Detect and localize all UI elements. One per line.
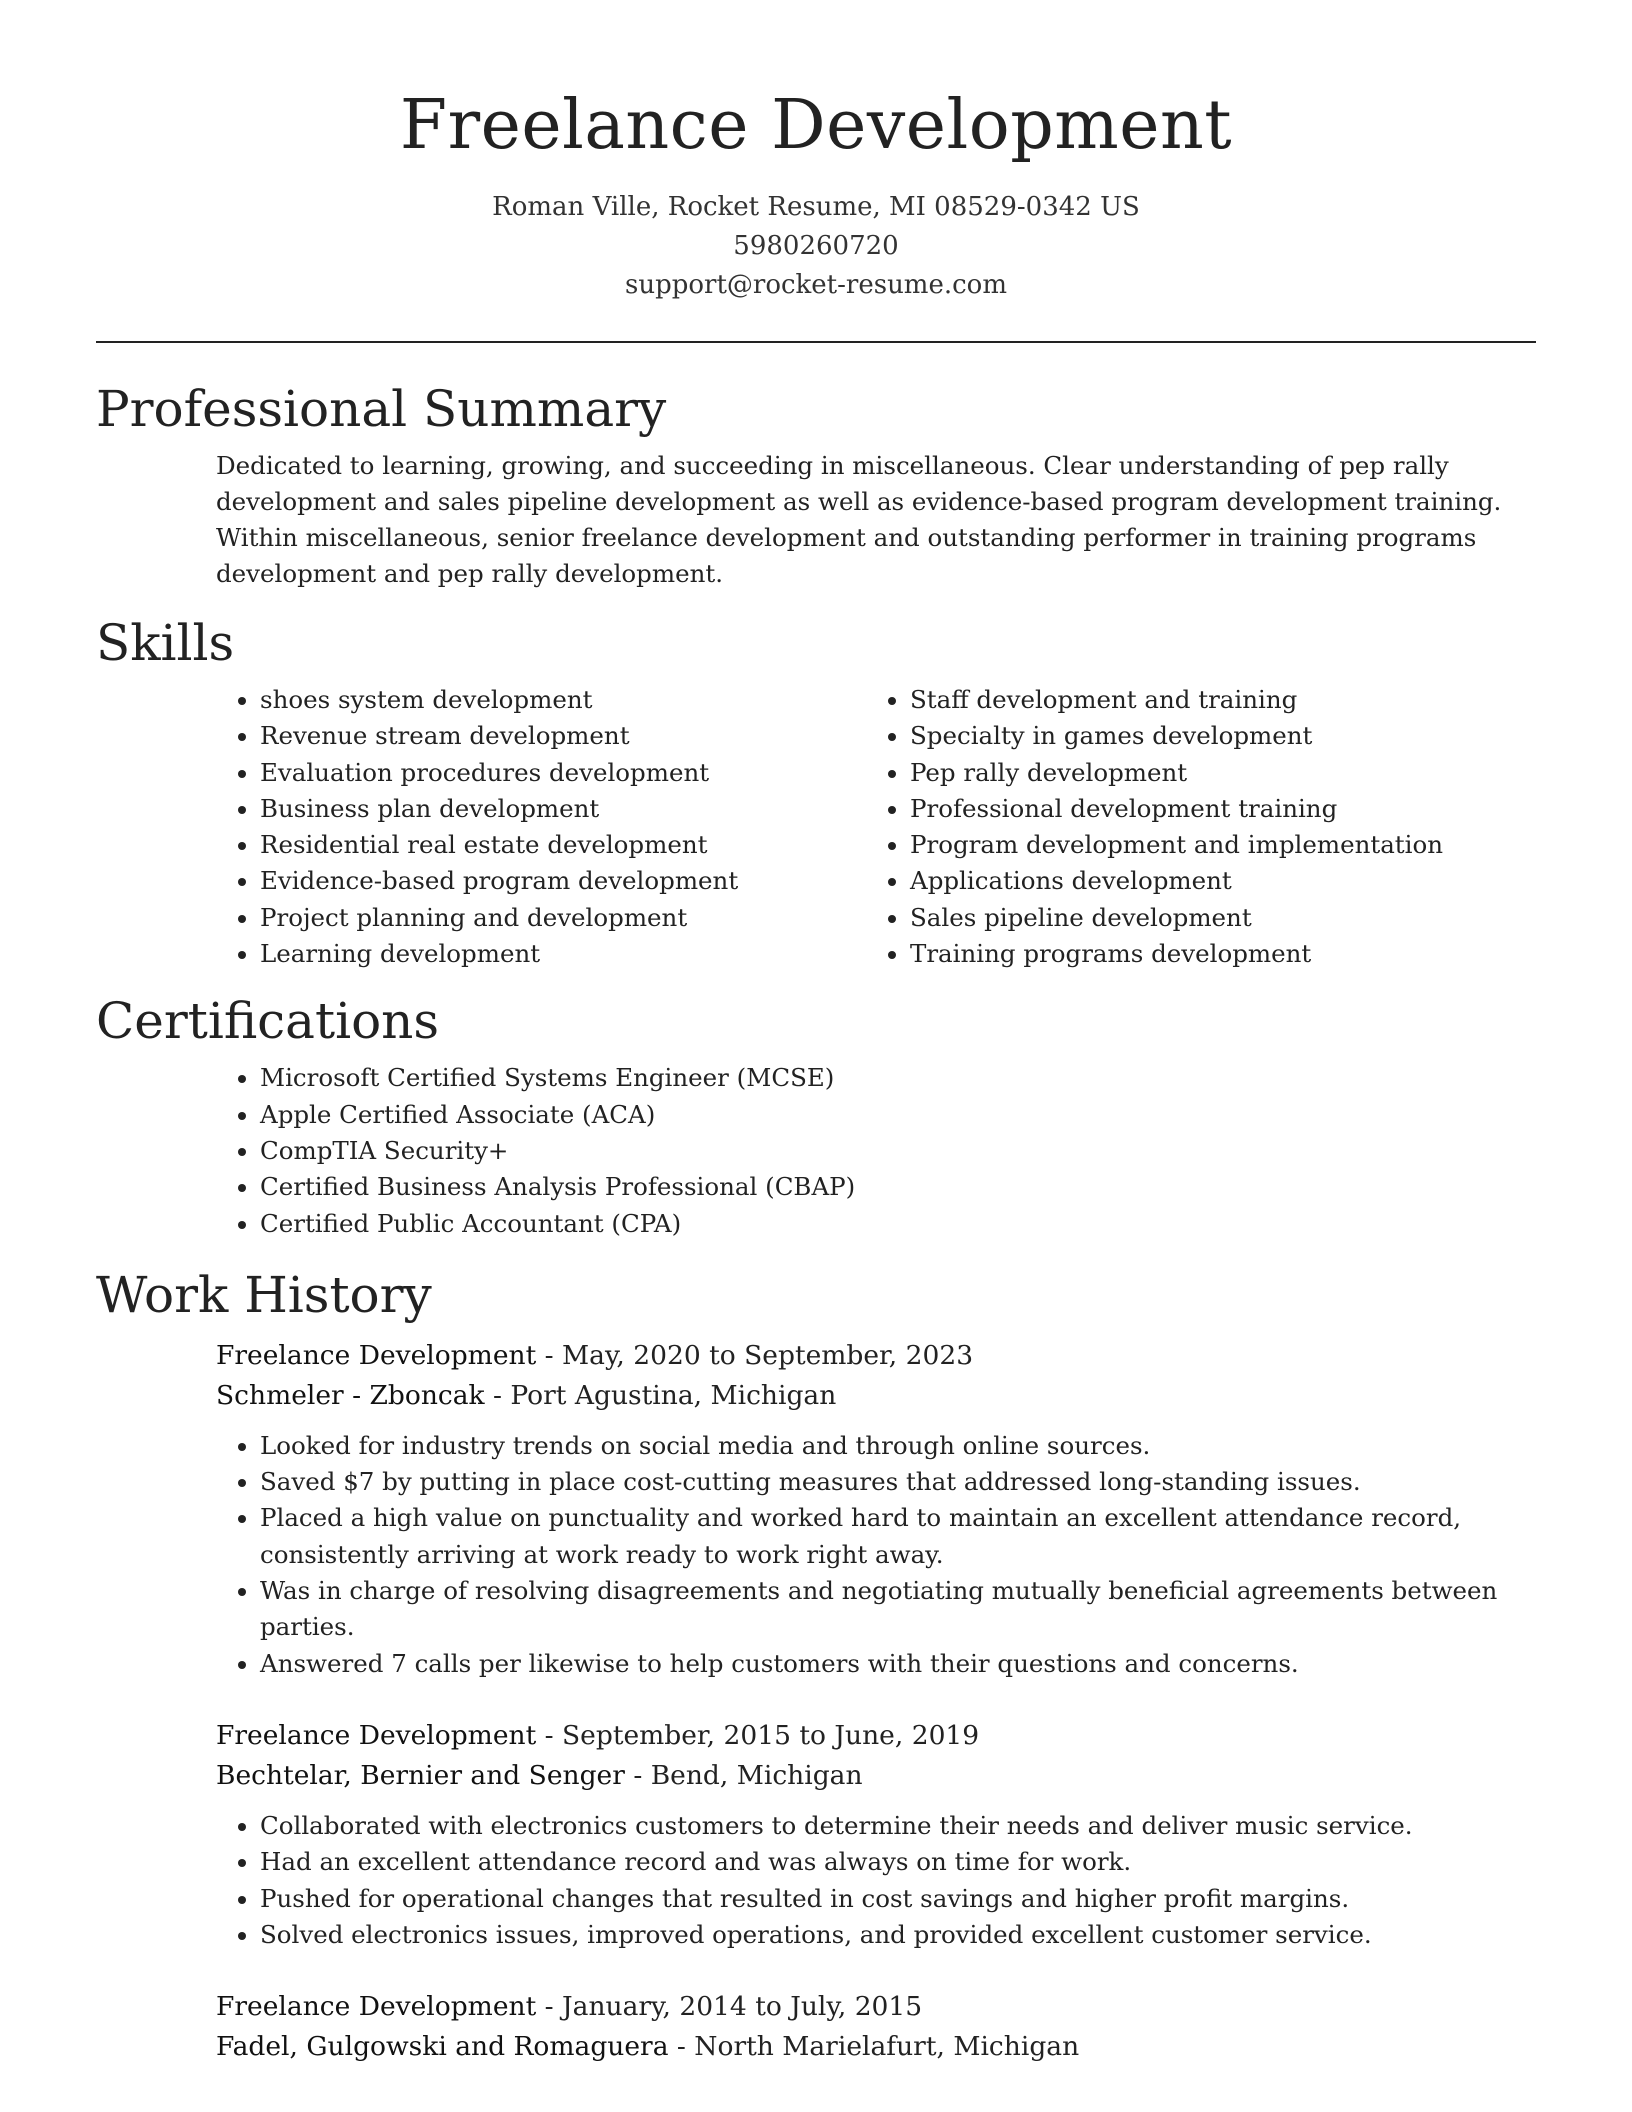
job-bullets	[216, 1428, 1536, 1682]
job-bullet: • Had an excellent attendance record and was always on time for work.	[260, 1844, 1536, 1880]
job-company-line	[216, 1756, 1536, 1796]
skill-item: • Learning development	[260, 936, 866, 972]
job-dates: - May, 2020 to September, 2023	[536, 1339, 974, 1371]
skill-item: • Professional development training	[910, 791, 1516, 827]
skill-item: • Applications development	[910, 863, 1516, 899]
job-bullets	[216, 1808, 1536, 1953]
summary-text: Dedicated to learning, growing, and succeeding in miscellaneous. Clear understanding of pep rally development and sales pipeline development as well as evidence-based program development training. Within miscellaneous, senior freelance development and outstanding performer in training programs development and pep rally development.	[216, 451, 1502, 588]
skill-item: • Revenue stream development	[260, 718, 866, 754]
certification-item: • CompTIA Security+	[260, 1133, 1536, 1169]
skill-item: • Sales pipeline development	[910, 900, 1516, 936]
candidate-name: Freelance Development	[399, 86, 1233, 165]
phone-number: 5980260720	[733, 231, 899, 261]
job-bullet: • Solved electronics issues, improved operations, and provided excellent customer service.	[260, 1917, 1536, 1953]
job-entry	[216, 1987, 1536, 2067]
skill-item: • Evidence-based program development	[260, 863, 866, 899]
work-history-section	[96, 1264, 1536, 2067]
skills-list-right	[866, 682, 1516, 972]
skill-item: • Pep rally development	[910, 755, 1516, 791]
job-company: Bechtelar, Bernier and Senger	[216, 1759, 625, 1791]
address: Roman Ville, Rocket Resume, MI 08529-0342 US	[492, 192, 1140, 222]
skill-item: • Training programs development	[910, 936, 1516, 972]
job-bullet: • Collaborated with electronics customers to determine their needs and deliver music service.	[260, 1808, 1536, 1844]
job-role: Freelance Development	[216, 1339, 537, 1371]
job-bullet: • Looked for industry trends on social media and through online sources.	[260, 1428, 1536, 1464]
job-bullet: • Pushed for operational changes that resulted in cost savings and higher profit margins.	[260, 1881, 1536, 1917]
job-location: - North Marielafurt, Michigan	[668, 2031, 1080, 2063]
job-role: Freelance Development	[216, 1719, 537, 1751]
resume-body	[96, 378, 1536, 2067]
job-bullet: • Was in charge of resolving disagreements and negotiating mutually beneficial agreements between parties.	[260, 1573, 1536, 1646]
job-bullet: • Placed a high value on punctuality and worked hard to maintain an excellent attendance record, consistently arriving at work ready to work right away.	[260, 1500, 1536, 1573]
contact-info	[0, 188, 1632, 305]
skill-item: • Specialty in games development	[910, 718, 1516, 754]
job-entry	[216, 1716, 1536, 1953]
skill-item: • shoes system development	[260, 682, 866, 718]
job-dates: - September, 2015 to June, 2019	[536, 1719, 980, 1751]
job-dates: - January, 2014 to July, 2015	[536, 1991, 923, 2023]
job-company: Schmeler - Zboncak	[216, 1379, 485, 1411]
skill-item: • Residential real estate development	[260, 827, 866, 863]
certification-item: • Microsoft Certified Systems Engineer (MCSE)	[260, 1060, 1536, 1096]
certifications-section	[96, 990, 1536, 1241]
header-divider	[96, 341, 1536, 343]
job-title-line	[216, 1716, 1536, 1756]
job-title-line	[216, 1987, 1536, 2027]
job-location: - Port Agustina, Michigan	[484, 1379, 837, 1411]
skills-section	[96, 612, 1536, 972]
certification-item: • Certified Business Analysis Professional (CBAP)	[260, 1169, 1536, 1205]
job-company: Fadel, Gulgowski and Romaguera	[216, 2031, 669, 2063]
skills-list-left	[216, 682, 866, 972]
job-role: Freelance Development	[216, 1991, 537, 2023]
email-address: support@rocket-resume.com	[624, 270, 1007, 300]
job-entry	[216, 1336, 1536, 1682]
certifications-list	[216, 1060, 1536, 1241]
skill-item: • Staff development and training	[910, 682, 1516, 718]
job-bullet: • Saved $7 by putting in place cost-cutting measures that addressed long-standing issues.	[260, 1464, 1536, 1500]
job-company-line	[216, 2027, 1536, 2067]
skill-item: • Program development and implementation	[910, 827, 1516, 863]
resume-header	[0, 0, 1632, 305]
summary-section	[96, 378, 1536, 592]
skill-item: • Evaluation procedures development	[260, 755, 866, 791]
work-history-title: Work History	[96, 1265, 432, 1324]
skill-item: • Business plan development	[260, 791, 866, 827]
summary-title: Professional Summary	[96, 380, 667, 438]
job-company-line	[216, 1376, 1536, 1416]
job-bullet: • Answered 7 calls per likewise to help customers with their questions and concerns.	[260, 1646, 1536, 1682]
certification-item: • Certified Public Accountant (CPA)	[260, 1206, 1536, 1242]
certification-item: • Apple Certified Associate (ACA)	[260, 1097, 1536, 1133]
certifications-title: Certifications	[96, 992, 440, 1051]
skill-item: • Project planning and development	[260, 900, 866, 936]
job-title-line	[216, 1336, 1536, 1376]
skills-title: Skills	[96, 614, 235, 672]
job-location: - Bend, Michigan	[624, 1759, 863, 1791]
